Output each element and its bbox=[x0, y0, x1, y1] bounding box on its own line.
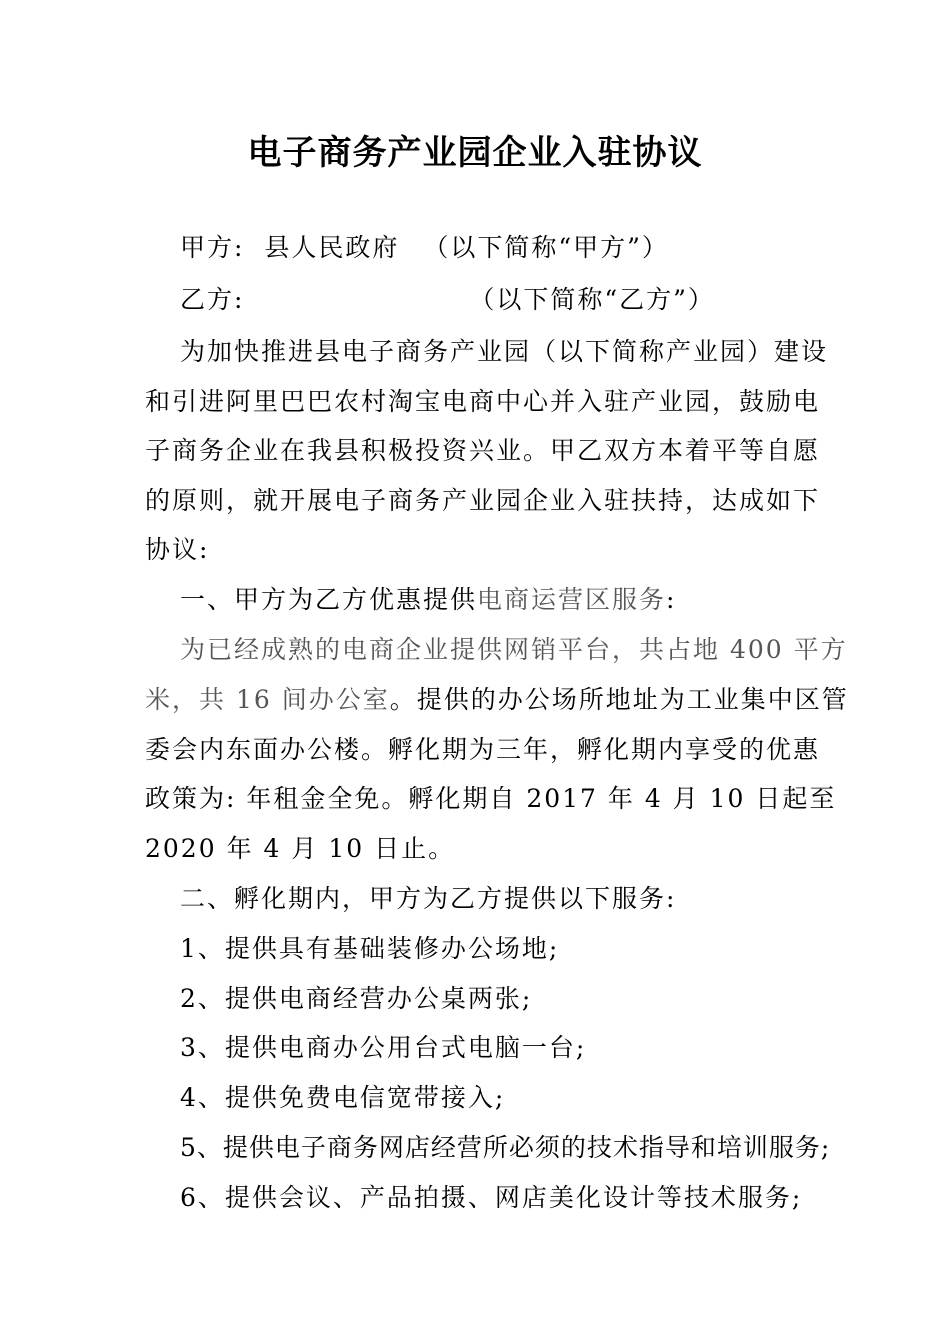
document-title: 电子商务产业园企业入驻协议 bbox=[247, 133, 703, 173]
list-item: 6、提供会议、产品拍摄、网店美化设计等技术服务; bbox=[180, 1183, 803, 1212]
list-item: 1、提供具有基础装修办公场地; bbox=[180, 934, 560, 963]
section-1-text: 2020 年 4 月 10 日止。 bbox=[145, 834, 456, 863]
section-1-text-rest: 。提供的办公场所地址为工业集中区管 bbox=[389, 685, 849, 714]
party-b-line bbox=[180, 282, 715, 318]
party-b-label: 乙方: bbox=[180, 285, 245, 314]
section-1-heading-highlight: 电商运营区服务 bbox=[477, 585, 667, 614]
list-item: 5、提供电子商务网店经营所必须的技术指导和培训服务; bbox=[180, 1133, 831, 1162]
section-1-heading bbox=[180, 582, 676, 618]
section-1-heading-suffix: : bbox=[666, 585, 677, 614]
party-a-line bbox=[180, 230, 669, 266]
list-item: 3、提供电商办公用台式电脑一台; bbox=[180, 1033, 587, 1062]
preamble-line: 的原则，就开展电子商务产业园企业入驻扶持，达成如下 bbox=[145, 486, 821, 515]
list-item: 4、提供免费电信宽带接入; bbox=[180, 1083, 506, 1112]
section-1-text bbox=[145, 682, 849, 718]
section-1-text: 政策为: 年租金全免。孵化期自 2017 年 4 月 10 日起至 bbox=[145, 784, 837, 813]
preamble-line: 协议: bbox=[145, 535, 210, 564]
preamble-line: 和引进阿里巴巴农村淘宝电商中心并入驻产业园，鼓励电 bbox=[145, 387, 821, 416]
party-a-name: 县人民政府 bbox=[264, 233, 400, 262]
list-item: 2、提供电商经营办公桌两张; bbox=[180, 984, 533, 1013]
section-1-text: 委会内东面办公楼。孵化期为三年，孵化期内享受的优惠 bbox=[145, 735, 821, 764]
section-2-heading: 二、孵化期内，甲方为乙方提供以下服务: bbox=[180, 884, 677, 913]
preamble-line: 子商务企业在我县积极投资兴业。甲乙双方本着平等自愿 bbox=[145, 436, 821, 465]
preamble-line: 为加快推进县电子商务产业园（以下简称产业园）建设 bbox=[180, 337, 829, 366]
section-1-text-gray: 米，共 16 间办公室 bbox=[145, 685, 390, 714]
party-a-alias: （以下简称“甲方”） bbox=[423, 233, 669, 262]
party-b-alias: （以下简称“乙方”） bbox=[469, 285, 715, 314]
section-1-text: 为已经成熟的电商企业提供网销平台，共占地 400 平方 bbox=[180, 635, 848, 664]
section-1-heading-prefix: 一、甲方为乙方优惠提供 bbox=[180, 585, 478, 614]
party-a-label: 甲方: bbox=[180, 233, 245, 262]
